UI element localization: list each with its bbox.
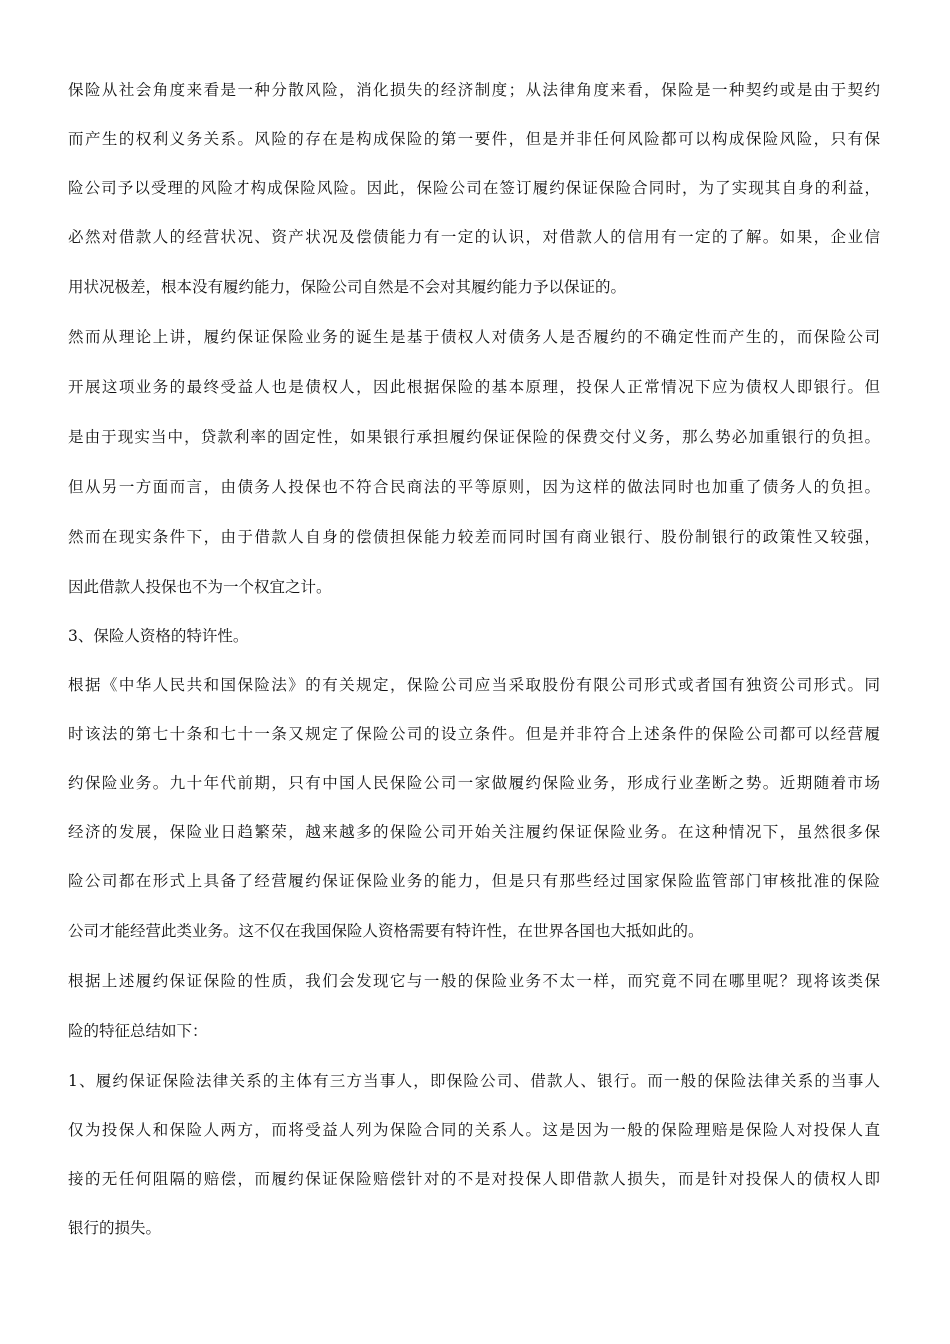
text-line-18: 公司才能经营此类业务。这不仅在我国保险人资格需要有特许性，在世界各国也大抵如此的。 xyxy=(68,922,704,940)
text-line-1: 保险从社会角度来看是一种分散风险，消化损失的经济制度；从法律角度来看，保险是一种契约或是由于契约 xyxy=(68,81,880,99)
text-line-23: 接的无任何阻隔的赔偿，而履约保证保险赔偿针对的不是对投保人即借款人损失，而是针对投保人的债权人即 xyxy=(68,1170,880,1188)
text-line-19: 根据上述履约保证保险的性质，我们会发现它与一般的保险业务不太一样，而究竟不同在哪里呢？现将该类保 xyxy=(68,972,880,990)
text-line-2: 而产生的权利义务关系。风险的存在是构成保险的第一要件，但是并非任何风险都可以构成保险风险，只有保 xyxy=(68,130,880,148)
text-line-3: 险公司予以受理的风险才构成保险风险。因此，保险公司在签订履约保证保险合同时，为了实现其自身的利益， xyxy=(68,179,880,197)
text-line-10: 然而在现实条件下，由于借款人自身的偿债担保能力较差而同时国有商业银行、股份制银行的政策性又较强， xyxy=(68,528,880,546)
text-line-14: 时该法的第七十条和七十一条又规定了保险公司的设立条件。但是并非符合上述条件的保险公司都可以经营履 xyxy=(68,725,880,743)
text-line-13: 根据《中华人民共和国保险法》的有关规定，保险公司应当采取股份有限公司形式或者国有独资公司形式。同 xyxy=(68,676,880,694)
text-line-24: 银行的损失。 xyxy=(68,1219,162,1237)
text-line-5: 用状况极差，根本没有履约能力，保险公司自然是不会对其履约能力予以保证的。 xyxy=(68,278,627,296)
text-line-7: 开展这项业务的最终受益人也是债权人，因此根据保险的基本原理，投保人正常情况下应为债权人即银行。但 xyxy=(68,378,880,396)
text-line-15: 约保险业务。九十年代前期，只有中国人民保险公司一家做履约保险业务，形成行业垄断之势。近期随着市场 xyxy=(68,774,880,792)
text-line-6: 然而从理论上讲，履约保证保险业务的诞生是基于债权人对债务人是否履约的不确定性而产生的，而保险公司 xyxy=(68,328,880,346)
text-line-4: 必然对借款人的经营状况、资产状况及偿债能力有一定的认识，对借款人的信用有一定的了解。如果，企业信 xyxy=(68,228,880,246)
text-line-20: 险的特征总结如下： xyxy=(68,1022,208,1040)
text-line-11: 因此借款人投保也不为一个权宜之计。 xyxy=(68,578,332,596)
text-line-16: 经济的发展，保险业日趋繁荣，越来越多的保险公司开始关注履约保证保险业务。在这种情况下，虽然很多保 xyxy=(68,823,880,841)
text-line-21: 1、履约保证保险法律关系的主体有三方当事人，即保险公司、借款人、银行。而一般的保险法律关系的当事人 xyxy=(68,1072,880,1090)
text-line-17: 险公司都在形式上具备了经营履约保证保险业务的能力，但是只有那些经过国家保险监管部门审核批准的保险 xyxy=(68,872,880,890)
section-heading: 3、保险人资格的特许性。 xyxy=(68,627,249,645)
text-line-9: 但从另一方面而言，由债务人投保也不符合民商法的平等原则，因为这样的做法同时也加重了债务人的负担。 xyxy=(68,478,880,496)
text-line-22: 仅为投保人和保险人两方，而将受益人列为保险合同的关系人。这是因为一般的保险理赔是保险人对投保人直 xyxy=(68,1121,880,1139)
text-line-8: 是由于现实当中，贷款利率的固定性，如果银行承担履约保证保险的保费交付义务，那么势必加重银行的负担。 xyxy=(68,428,880,446)
